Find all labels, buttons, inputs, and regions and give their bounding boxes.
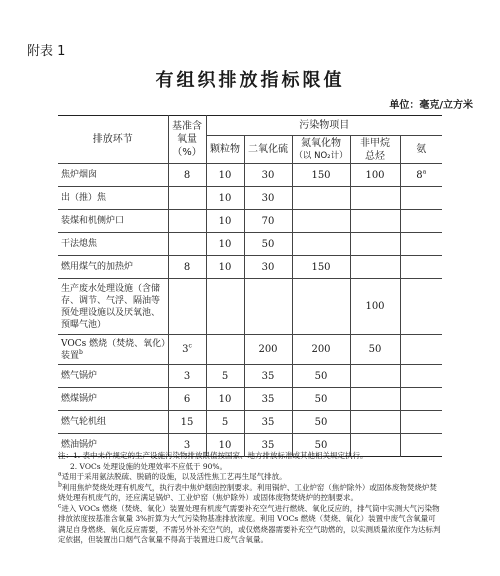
- particulate-cell: 10: [206, 210, 244, 233]
- nox-cell: 150: [292, 256, 350, 279]
- header-pollutants: 污染物项目: [206, 116, 442, 136]
- header-nmhc: 非甲烷 总烃: [350, 136, 400, 164]
- nh3-cell: [400, 411, 442, 434]
- note-2: 2. VOCs 处理设施的处理效率不应低于 90%。: [70, 461, 227, 471]
- nh3-cell: [400, 335, 442, 365]
- table-row: [58, 256, 442, 279]
- particulate-cell: [206, 335, 244, 365]
- so2-cell: 50: [244, 233, 292, 256]
- nox-cell: 200: [292, 335, 350, 365]
- table-notes: [58, 451, 442, 546]
- source-cell: 燃气锅炉: [58, 365, 168, 388]
- header-source: 排放环节: [58, 116, 168, 164]
- particulate-cell: 10: [206, 233, 244, 256]
- nox-cell: 50: [292, 365, 350, 388]
- oxygen-cell: 3: [168, 434, 206, 457]
- unit-label: 单位：毫克/立方米: [389, 100, 473, 111]
- nmhc-cell: [350, 411, 400, 434]
- so2-cell: 200: [244, 335, 292, 365]
- so2-cell: 30: [244, 164, 292, 187]
- nh3-cell: [400, 210, 442, 233]
- source-cell: 燃气轮机组: [58, 411, 168, 434]
- particulate-cell: 10: [206, 434, 244, 457]
- oxygen-cell: 8: [168, 256, 206, 279]
- emission-limits-table: [58, 115, 442, 457]
- table-row: [58, 335, 442, 365]
- nh3-cell: 8$^a$: [400, 164, 442, 187]
- oxygen-cell: 8: [168, 164, 206, 187]
- nmhc-cell: 100: [350, 279, 400, 335]
- source-cell: 出（推）焦: [58, 187, 168, 210]
- oxygen-cell: [168, 279, 206, 335]
- table-row: [58, 233, 442, 256]
- source-cell: 燃煤锅炉: [58, 388, 168, 411]
- table-row: [58, 388, 442, 411]
- nox-cell: [292, 187, 350, 210]
- particulate-cell: 10: [206, 256, 244, 279]
- nox-cell: 150: [292, 164, 350, 187]
- oxygen-cell: 6: [168, 388, 206, 411]
- note-1: 注：1. 表中未作规定的生产设施污染物排放限值按国家、地方排放标准或其他相关规定执行。: [58, 451, 368, 460]
- so2-cell: [244, 279, 292, 335]
- source-cell: VOCs 燃烧（焚烧、氧化）装置$^b$: [58, 335, 168, 365]
- table-row: [58, 164, 442, 187]
- oxygen-cell: 3: [168, 365, 206, 388]
- nh3-cell: [400, 187, 442, 210]
- nh3-cell: [400, 233, 442, 256]
- so2-cell: 30: [244, 187, 292, 210]
- note-a: $^a$适用于采用氨法脱硫、脱硝的设施，以及活性焦工艺再生尾气排放。: [58, 470, 287, 481]
- appendix-label: 附表 1: [27, 44, 66, 59]
- so2-cell: 70: [244, 210, 292, 233]
- nmhc-cell: 100: [350, 164, 400, 187]
- nh3-cell: [400, 279, 442, 335]
- source-cell: 燃油锅炉: [58, 434, 168, 457]
- header-so2: 二氧化硫: [244, 136, 292, 164]
- nmhc-cell: [350, 187, 400, 210]
- particulate-cell: 5: [206, 365, 244, 388]
- table-row: [58, 365, 442, 388]
- nox-cell: 50: [292, 411, 350, 434]
- header-oxygen: 基准含 氧量 （%）: [168, 116, 206, 164]
- source-cell: 焦炉烟囱: [58, 164, 168, 187]
- nmhc-cell: [350, 365, 400, 388]
- nox-cell: [292, 279, 350, 335]
- oxygen-cell: [168, 233, 206, 256]
- particulate-cell: [206, 279, 244, 335]
- header-nh3: 氨: [400, 136, 442, 164]
- nh3-cell: [400, 388, 442, 411]
- nmhc-cell: [350, 210, 400, 233]
- header-particulate: 颗粒物: [206, 136, 244, 164]
- oxygen-cell: [168, 187, 206, 210]
- particulate-cell: 10: [206, 388, 244, 411]
- oxygen-cell: 3$^c$: [168, 335, 206, 365]
- table-row: [58, 187, 442, 210]
- nmhc-cell: [350, 388, 400, 411]
- so2-cell: 35: [244, 365, 292, 388]
- so2-cell: 30: [244, 256, 292, 279]
- table-row: [58, 210, 442, 233]
- source-cell: 燃用煤气的加热炉: [58, 256, 168, 279]
- so2-cell: 35: [244, 434, 292, 457]
- so2-cell: 35: [244, 411, 292, 434]
- nh3-cell: [400, 365, 442, 388]
- header-nox: 氮氧化物 （以 NO₂计）: [292, 136, 350, 164]
- oxygen-cell: 15: [168, 411, 206, 434]
- source-cell: 装煤和机侧炉口: [58, 210, 168, 233]
- nox-cell: [292, 210, 350, 233]
- source-cell: 生产废水处理设施（含储存、调节、气浮、隔油等预处理设施以及厌氧池、预曝气池）: [58, 279, 168, 335]
- source-cell: 干法熄焦: [58, 233, 168, 256]
- particulate-cell: 10: [206, 164, 244, 187]
- table-row: [58, 411, 442, 434]
- oxygen-cell: [168, 210, 206, 233]
- nmhc-cell: 50: [350, 335, 400, 365]
- nox-cell: 50: [292, 388, 350, 411]
- table-row: [58, 279, 442, 335]
- particulate-cell: 10: [206, 187, 244, 210]
- nox-cell: [292, 233, 350, 256]
- nmhc-cell: [350, 256, 400, 279]
- nox-cell: 50: [292, 434, 350, 457]
- nmhc-cell: [350, 233, 400, 256]
- nh3-cell: [400, 256, 442, 279]
- so2-cell: 35: [244, 388, 292, 411]
- document-title: 有组织排放指标限值: [155, 70, 345, 91]
- note-b: $^b$利用焦炉焚烧处理有机废气，执行表中焦炉烟囱控制要求。利用锅炉、工业炉窑（焦炉除外）或固体废物焚烧炉焚烧处理有机废气的，还应满足锅炉、工业炉窑（焦炉除外）或固体废物焚烧炉的控制要求。: [58, 481, 437, 502]
- particulate-cell: 5: [206, 411, 244, 434]
- note-c: $^c$进入 VOCs 燃烧（焚烧、氧化）装置处理有机废气需要补充空气进行燃烧、氧化反应的，排气筒中实测大气污染物排放浓度按基准含氧量 3%折算为大气污染物基准排放浓度。利用 VOCs 燃烧（焚烧、氧化）装置中废气含氧量可满足自身燃烧、氧化反应需要，不需另外补充空气的，或仅燃烧器需要补充空气助燃的，以实测质量浓度作为达标判定依据，但装置出口烟气含氧量不得高于装置进口废气含氧量。: [58, 502, 441, 544]
